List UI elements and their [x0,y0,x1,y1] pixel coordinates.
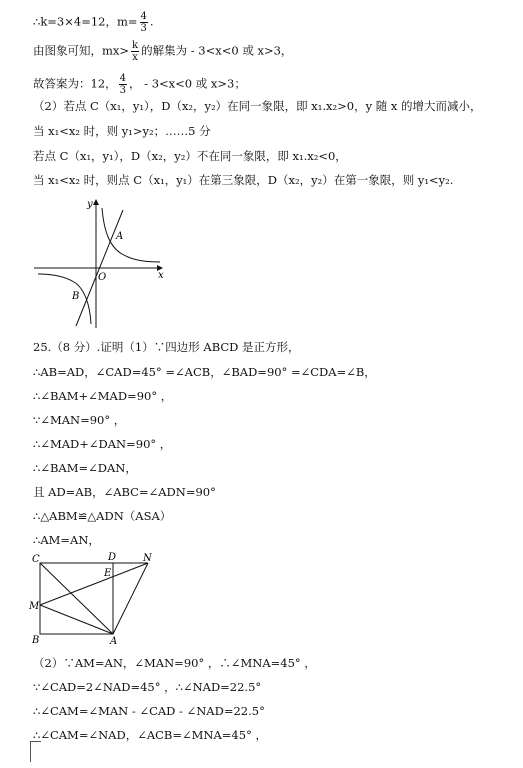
label-a: A [110,636,118,646]
page-corner-mark [30,741,41,762]
proof-line-2: ∴AB=AD，∠CAD=45° =∠ACB，∠BAD=90° =∠CDA=∠B， [33,365,376,379]
part2-line-1: （2）∵AM=AN，∠MAN=90° ，∴∠MNA=45° ， [33,656,316,670]
label-point-b: B [72,291,80,302]
function-graph [30,192,175,332]
line-k-value: ∴k=3×4=12，m= $\frac{4}{3}$ . [33,11,154,34]
square-figure [28,551,158,646]
proof-line-3: ∴∠BAM+∠MAD=90° ， [33,389,173,403]
segment-an [113,563,148,634]
proof-line-7: 且 AD=AB，∠ABC=∠ADN=90° [33,485,216,499]
part2-line-3: ∴∠CAM=∠MAN - ∠CAD - ∠NAD=22.5° [33,704,265,718]
label-point-a: A [116,231,124,242]
proof-line-5: ∴∠MAD+∠DAN=90° ， [33,437,172,451]
proof-line-4: ∵∠MAN=90° ， [33,413,126,427]
part2-line-2: ∵∠CAD=2∠NAD=45° ，∴∠NAD=22.5° [33,680,262,694]
segment-ma [40,605,113,634]
line-part2-diff-quadrant: 若点 C（x₁，y₁），D（x₂，y₂）不在同一象限，即 x₁.x₂<0， [33,149,347,163]
label-c: C [32,554,40,565]
fraction-k-over-x: $\frac{k}{x}$ [132,40,139,63]
segment-mn [40,563,148,605]
label-y: y [87,199,93,210]
label-d: D [108,552,117,563]
label-n: N [143,553,152,564]
proof-line-9: ∴AM=AN， [33,533,100,547]
proof-line-6: ∴∠BAM=∠DAN， [33,461,137,475]
line-answer: 故答案为：12， $\frac{4}{3}$ ， - 3<x<0 或 x>3； [33,73,246,96]
line1-text: ∴k=3×4=12，m= [33,14,138,29]
line-solution-set: 由图象可知，mx> $\frac{k}{x}$ 的解集为 - 3<x<0 或 x>3， [33,40,293,63]
hyperbola-branch-1 [102,208,160,262]
hyperbola-branch-3 [38,274,91,324]
line-part2-case1: 当 x₁<x₂ 时，则 y₁>y₂；……5 分 [33,124,211,138]
proof-line-8: ∴△ABM≌△ADN（ASA） [33,509,172,523]
label-m: M [29,601,40,612]
label-x: x [158,270,164,281]
fraction-answer: $\frac{4}{3}$ [119,73,127,96]
line-part2-case2: 当 x₁<x₂ 时，则点 C（x₁，y₁）在第三象限，D（x₂，y₂）在第一象限，则 y₁<y₂. [33,173,454,187]
fraction-m: $\frac{4}{3}$ [140,11,147,34]
label-e: E [104,568,112,579]
label-origin: O [98,272,107,283]
diagonal-ca [40,563,113,634]
line-part2-same-quadrant: （2）若点 C（x₁，y₁），D（x₂，y₂）在同一象限，即 x₁.x₂>0，y 随 x 的增大而减小， [33,99,482,113]
label-b: B [32,635,40,646]
proof-line-1: 25.（8 分）.证明（1）∵四边形 ABCD 是正方形， [33,340,300,354]
part2-line-4: ∴∠CAM=∠NAD，∠ACB=∠MNA=45° ， [33,728,267,742]
